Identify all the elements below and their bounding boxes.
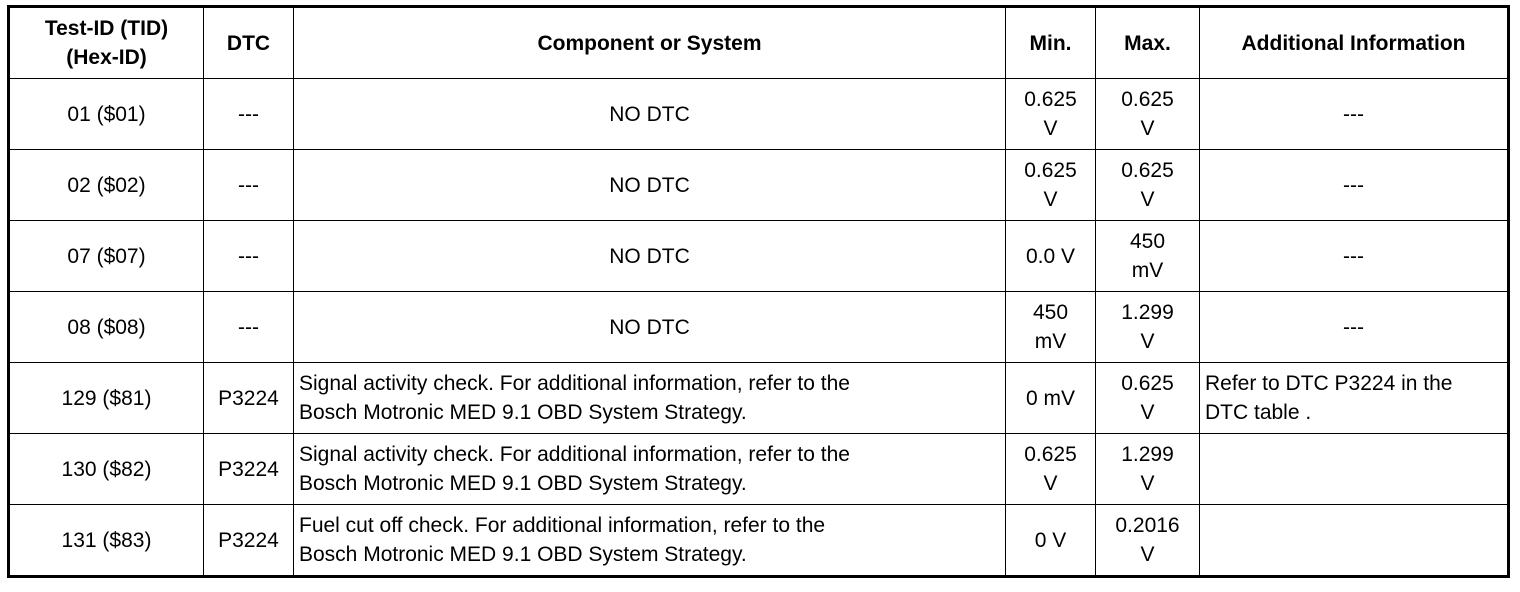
cell-component-line: Signal activity check. For additional information, refer to the	[299, 372, 850, 395]
table-body	[9, 79, 1509, 577]
cell-max	[1096, 221, 1200, 292]
header-component: Component or System	[294, 7, 1006, 79]
cell-max-line: 0.625	[1121, 88, 1174, 111]
header-tid-line1: Test-ID (TID)	[44, 17, 169, 40]
cell-min-line: 0.625	[1024, 159, 1077, 182]
cell-max-line: V	[1140, 330, 1155, 353]
cell-max-line: 1.299	[1121, 443, 1174, 466]
cell-component: NO DTC	[294, 150, 1006, 221]
cell-tid: 130 ($82)	[9, 434, 204, 505]
header-min: Min.	[1006, 7, 1096, 79]
header-row	[9, 7, 1509, 79]
header-max: Max.	[1096, 7, 1200, 79]
cell-max	[1096, 363, 1200, 434]
table-row	[9, 505, 1509, 577]
tid-table-wrapper	[7, 5, 1510, 578]
cell-min-line: 0 V	[1034, 528, 1067, 552]
header-dtc: DTC	[204, 7, 294, 79]
cell-dtc: ---	[204, 292, 294, 363]
cell-min	[1006, 221, 1096, 292]
cell-min-line: 0.625	[1024, 88, 1077, 111]
cell-component-line: Bosch Motronic MED 9.1 OBD System Strategy.	[299, 472, 747, 495]
cell-max-line: 450	[1129, 230, 1166, 253]
cell-max-line: 0.2016	[1115, 514, 1180, 537]
cell-component: NO DTC	[294, 221, 1006, 292]
header-tid-line2: (Hex-ID)	[66, 46, 147, 69]
cell-max-line: V	[1140, 472, 1155, 495]
cell-component: NO DTC	[294, 292, 1006, 363]
cell-max-line: mV	[1131, 259, 1164, 282]
cell-info: ---	[1200, 150, 1509, 221]
cell-dtc: ---	[204, 150, 294, 221]
cell-info: ---	[1200, 221, 1509, 292]
cell-component: NO DTC	[294, 79, 1006, 150]
table-row	[9, 292, 1509, 363]
test-id-table	[7, 5, 1510, 578]
cell-dtc: P3224	[204, 505, 294, 577]
cell-dtc: ---	[204, 221, 294, 292]
cell-info	[1200, 505, 1509, 577]
cell-tid: 07 ($07)	[9, 221, 204, 292]
cell-tid: 131 ($83)	[9, 505, 204, 577]
cell-max	[1096, 434, 1200, 505]
cell-tid: 08 ($08)	[9, 292, 204, 363]
cell-info	[1200, 363, 1509, 434]
cell-min-line: 0.625	[1024, 443, 1077, 466]
cell-info	[1200, 434, 1509, 505]
cell-min	[1006, 292, 1096, 363]
table-row	[9, 221, 1509, 292]
cell-min-line: 0.0 V	[1025, 244, 1076, 268]
cell-min-line: mV	[1034, 330, 1067, 353]
cell-min	[1006, 363, 1096, 434]
header-tid	[9, 7, 204, 79]
cell-min	[1006, 79, 1096, 150]
cell-max-line: 0.625	[1121, 159, 1174, 182]
cell-component	[294, 505, 1006, 577]
cell-min-line: V	[1043, 472, 1058, 495]
table-row	[9, 363, 1509, 434]
table-row	[9, 150, 1509, 221]
cell-max-line: V	[1140, 188, 1155, 211]
cell-min	[1006, 434, 1096, 505]
cell-info-line: DTC table .	[1205, 401, 1312, 424]
cell-info: ---	[1200, 292, 1509, 363]
cell-dtc: ---	[204, 79, 294, 150]
cell-max-line: 1.299	[1121, 301, 1174, 324]
table-row	[9, 79, 1509, 150]
cell-max	[1096, 505, 1200, 577]
cell-info-line: Refer to DTC P3224 in the	[1205, 372, 1453, 395]
cell-component	[294, 434, 1006, 505]
cell-dtc: P3224	[204, 363, 294, 434]
cell-min	[1006, 150, 1096, 221]
cell-min-line: 0 mV	[1025, 386, 1075, 410]
cell-tid: 129 ($81)	[9, 363, 204, 434]
cell-max-line: V	[1140, 401, 1155, 424]
cell-dtc: P3224	[204, 434, 294, 505]
cell-min-line: V	[1043, 117, 1058, 140]
cell-info: ---	[1200, 79, 1509, 150]
cell-component-line: Fuel cut off check. For additional information, refer to the	[299, 514, 826, 537]
cell-component	[294, 363, 1006, 434]
cell-min-line: 450	[1032, 301, 1069, 324]
cell-max-line: 0.625	[1121, 372, 1174, 395]
table-row	[9, 434, 1509, 505]
cell-tid: 02 ($02)	[9, 150, 204, 221]
cell-component-line: Signal activity check. For additional information, refer to the	[299, 443, 850, 466]
cell-max-line: V	[1140, 117, 1155, 140]
cell-component-line: Bosch Motronic MED 9.1 OBD System Strategy.	[299, 401, 747, 424]
cell-max	[1096, 292, 1200, 363]
cell-min	[1006, 505, 1096, 577]
cell-tid: 01 ($01)	[9, 79, 204, 150]
cell-max-line: V	[1140, 543, 1155, 566]
cell-min-line: V	[1043, 188, 1058, 211]
cell-max	[1096, 79, 1200, 150]
header-info: Additional Information	[1200, 7, 1509, 79]
cell-max	[1096, 150, 1200, 221]
cell-component-line: Bosch Motronic MED 9.1 OBD System Strategy.	[299, 543, 747, 566]
